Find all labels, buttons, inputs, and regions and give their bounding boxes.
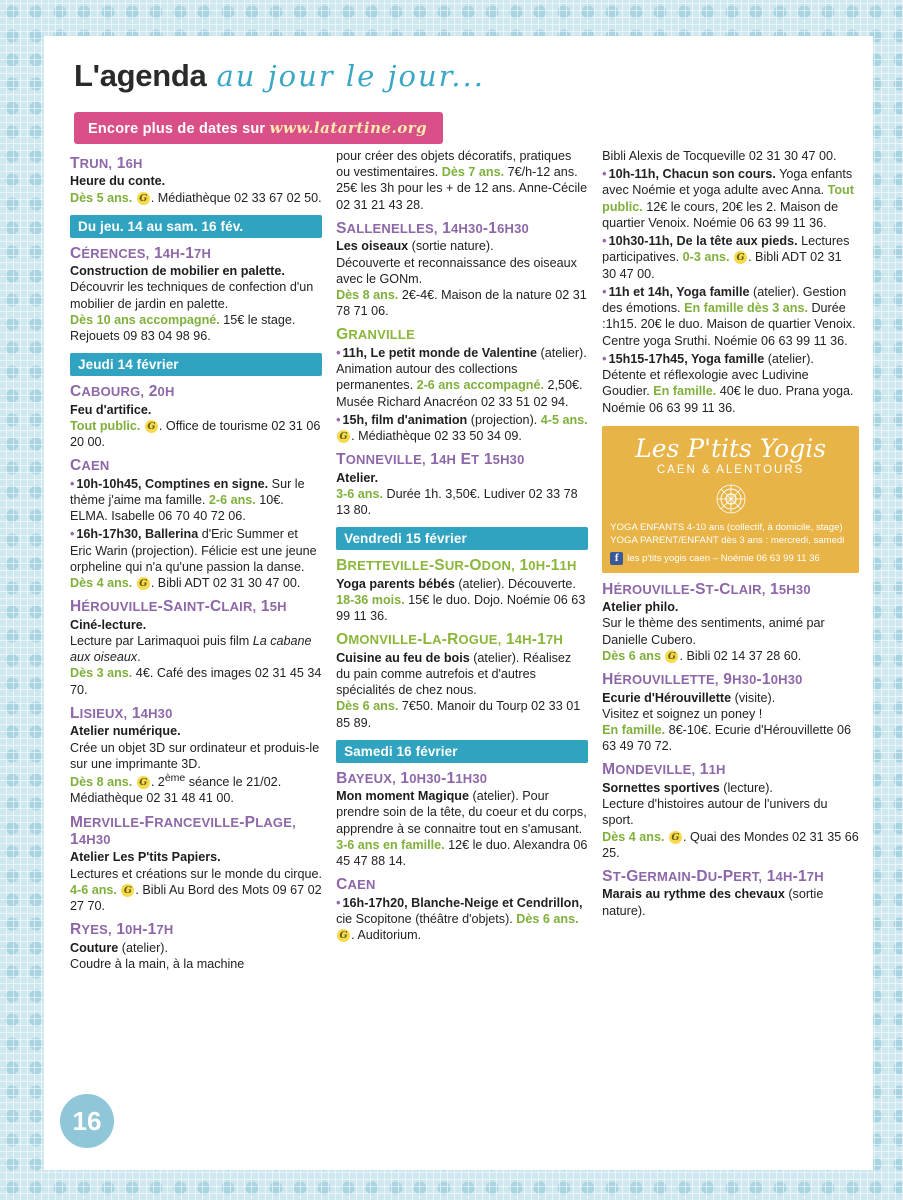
agenda-column-1 bbox=[70, 148, 322, 1160]
town-heading: GRANVILLE bbox=[336, 326, 415, 344]
promo-banner bbox=[74, 112, 443, 144]
event-entry: Atelier numérique. Crée un objet 3D sur ordinateur et produis-le sur une imprimante 3D. Dès 8 ans. G . 2ème séance le 21/02. Médiathèque 02 31 48 41 00. bbox=[70, 724, 320, 806]
mandala-icon bbox=[714, 482, 748, 516]
town-heading: OMONVILLE-LA-ROGUE, 14H-17H bbox=[336, 631, 563, 649]
event-entry: Yoga parents bébés (atelier). Découverte. 18-36 mois. 15€ le duo. Dojo. Noémie 06 63 99 11 36. bbox=[336, 576, 586, 624]
town-heading: CAEN bbox=[336, 876, 376, 894]
advertisement-block[interactable] bbox=[602, 426, 859, 573]
event-entry: Construction de mobilier en palette. Découvrir les techniques de confection d'un mobilier de jardin en palette. Dès 10 ans accompagné. 15€ le stage. Rejouets 09 83 04 98 96. bbox=[70, 264, 314, 344]
event-entry: Sornettes sportives (lecture). Lecture d'histoires autour de l'univers du sport. Dès 4 ans. G . Quai des Mondes 02 31 35 66 25. bbox=[602, 780, 859, 860]
town-heading: TONNEVILLE, 14H ET 15H30 bbox=[336, 451, 525, 469]
event-entry: Ciné-lecture. Lecture par Larimaquoi puis film La cabane aux oiseaux. Dès 3 ans. 4€. Café des images 02 31 45 34 70. bbox=[70, 617, 322, 697]
town-heading: HÉROUVILLETTE, 9H30-10H30 bbox=[602, 671, 803, 689]
event-entry: • 15h, film d'animation (projection). 4-5 ans. G . Médiathèque 02 33 50 34 09. bbox=[336, 412, 588, 444]
ad-title: Les P'tits Yogis bbox=[635, 433, 827, 463]
date-section-header: Du jeu. 14 au sam. 16 fév. bbox=[70, 215, 322, 238]
event-entry: Les oiseaux (sortie nature). Découverte et reconnaissance des oiseaux avec le GONm. Dès 8 ans. 2€-4€. Maison de la nature 02 31 78 71 06. bbox=[336, 239, 587, 319]
event-entry: • 16h-17h30, Ballerina d'Eric Summer et Eric Warin (projection). Félicie est une jeune orpheline qui n'a qu'une passion la danse. Dès 4 ans. G . Bibli ADT 02 31 30 47 00. bbox=[70, 526, 322, 591]
page-subtitle: au jour le jour... bbox=[216, 59, 485, 93]
town-heading: ST-GERMAIN-DU-PERT, 14H-17H bbox=[602, 868, 824, 885]
date-section-header: Jeudi 14 février bbox=[70, 353, 322, 376]
town-heading: BAYEUX, 10H30-11H30 bbox=[336, 769, 488, 787]
promo-text: Encore plus de dates sur bbox=[88, 121, 266, 137]
page-header bbox=[74, 58, 485, 94]
town-heading: CÉRENCES, 14H-17H bbox=[70, 244, 212, 262]
event-entry: Heure du conte. Dès 5 ans. G . Médiathèque 02 33 67 02 50. bbox=[70, 174, 322, 205]
promo-url[interactable]: www.latartine.org bbox=[269, 119, 428, 137]
event-entry: Couture (atelier). Coudre à la main, à la machine bbox=[70, 940, 245, 971]
agenda-column-2 bbox=[336, 148, 588, 1160]
event-entry: Marais au rythme des chevaux (sortie nature). bbox=[602, 887, 824, 918]
event-entry: Feu d'artifice. Tout public. G . Office de tourisme 02 31 06 20 00. bbox=[70, 402, 321, 450]
event-entry: • 10h30-11h, De la tête aux pieds. Lectures participatives. 0-3 ans. G . Bibli ADT 02 31 30 47 00. bbox=[602, 233, 859, 282]
page-content-area bbox=[44, 36, 873, 1170]
town-heading: SALLENELLES, 14H30-16H30 bbox=[336, 219, 529, 237]
agenda-column-3 bbox=[602, 148, 859, 1160]
town-heading: TRUN, 16H bbox=[70, 155, 143, 172]
ad-line-2: YOGA PARENT/ENFANT dès 3 ans : mercredi, samedi bbox=[610, 534, 845, 546]
event-entry: • 11h et 14h, Yoga famille (atelier). Gestion des émotions. En famille dès 3 ans. Durée :1h15. 20€ le duo. Maison de quartier Venoix. Centre yoga Sruthi. Noémie 06 63 99 11 36. bbox=[602, 284, 859, 349]
event-entry: Atelier philo. Sur le thème des sentiments, animé par Danielle Cubero. Dès 6 ans G . Bibli 02 14 37 28 60. bbox=[602, 600, 825, 663]
ad-facebook-row[interactable] bbox=[610, 552, 851, 565]
event-entry: Mon moment Magique (atelier). Pour prendre soin de la tête, du coeur et du corps, apprendre à se connaitre tout en s'amusant. 3-6 ans en famille. 12€ le duo. Alexandra 06 45 47 88 14. bbox=[336, 789, 588, 869]
town-heading: HÉROUVILLE-ST-CLAIR, 15H30 bbox=[602, 580, 811, 598]
ad-subtitle: CAEN & ALENTOURS bbox=[656, 464, 805, 476]
town-heading: MONDEVILLE, 11H bbox=[602, 761, 726, 779]
date-section-header: Samedi 16 février bbox=[336, 740, 588, 763]
town-heading: LISIEUX, 14H30 bbox=[70, 704, 173, 722]
town-heading: RYES, 10H-17H bbox=[70, 921, 174, 939]
event-entry: Atelier. 3-6 ans. Durée 1h. 3,50€. Ludiver 02 33 78 13 80. bbox=[336, 470, 578, 518]
event-entry: Ecurie d'Hérouvillette (visite). Visitez et soignez un poney ! En famille. 8€-10€. Ecurie d'Hérouvillette 06 63 49 70 72. bbox=[602, 690, 851, 754]
ad-line-1: YOGA ENFANTS 4-10 ans (collectif, à domicile, stage) bbox=[610, 522, 843, 533]
event-entry: Cuisine au feu de bois (atelier). Réalisez du pain comme autrefois et d'autres spécialités de chez nous. Dès 6 ans. 7€50. Manoir du Tourp 02 33 01 85 89. bbox=[336, 650, 581, 730]
event-entry: • 15h15-17h45, Yoga famille (atelier). Détente et réflexologie avec Ludivine Goudier. En famille. 40€ le duo. Prana yoga. Noémie 06 63 99 11 36. bbox=[602, 351, 859, 416]
ad-facebook-text: les p'tits yogis caen – Noémie 06 63 99 11 36 bbox=[627, 552, 820, 564]
page-title: L'agenda bbox=[74, 58, 207, 93]
page-number: 16 bbox=[60, 1094, 114, 1148]
town-heading: CABOURG, 20H bbox=[70, 383, 175, 401]
event-entry: • 11h, Le petit monde de Valentine (atelier). Animation autour des collections permanentes. 2-6 ans accompagné. 2,50€. Musée Richard Anacréon 02 33 51 02 94. bbox=[336, 345, 588, 410]
agenda-columns bbox=[70, 148, 859, 1160]
event-entry: • 10h-11h, Chacun son cours. Yoga enfants avec Noémie et yoga adulte avec Anna. Tout public. 12€ le cours, 20€ les 2. Maison de quartier Venoix. Noémie 06 63 99 11 36. bbox=[602, 166, 859, 231]
event-entry: • 16h-17h20, Blanche-Neige et Cendrillon, cie Scopitone (théâtre d'objets). Dès 6 ans. G . Auditorium. bbox=[336, 895, 588, 944]
event-entry: Bibli Alexis de Tocqueville 02 31 30 47 00. bbox=[602, 149, 837, 163]
town-heading: MERVILLE-FRANCEVILLE-PLAGE, 14H30 bbox=[70, 813, 296, 849]
town-heading: BRETTEVILLE-SUR-ODON, 10H-11H bbox=[336, 557, 577, 575]
event-entry: • 10h-10h45, Comptines en signe. Sur le thème j'aime ma famille. 2-6 ans. 10€. ELMA. Isabelle 06 70 40 72 06. bbox=[70, 476, 322, 525]
event-entry: Atelier Les P'tits Papiers. Lectures et créations sur le monde du cirque. 4-6 ans. G . Bibli Au Bord des Mots 09 67 02 27 70. bbox=[70, 850, 323, 914]
town-heading: CAEN bbox=[70, 457, 110, 475]
event-entry: pour créer des objets décoratifs, pratiques ou vestimentaires. Dès 7 ans. 7€/h-12 ans. 25€ les 3h pour les + de 12 ans. Anne-Cécile 02 31 21 43 28. bbox=[336, 149, 588, 212]
town-heading: HÉROUVILLE-SAINT-CLAIR, 15H bbox=[70, 598, 287, 616]
date-section-header: Vendredi 15 février bbox=[336, 527, 588, 550]
facebook-icon: f bbox=[610, 552, 623, 565]
